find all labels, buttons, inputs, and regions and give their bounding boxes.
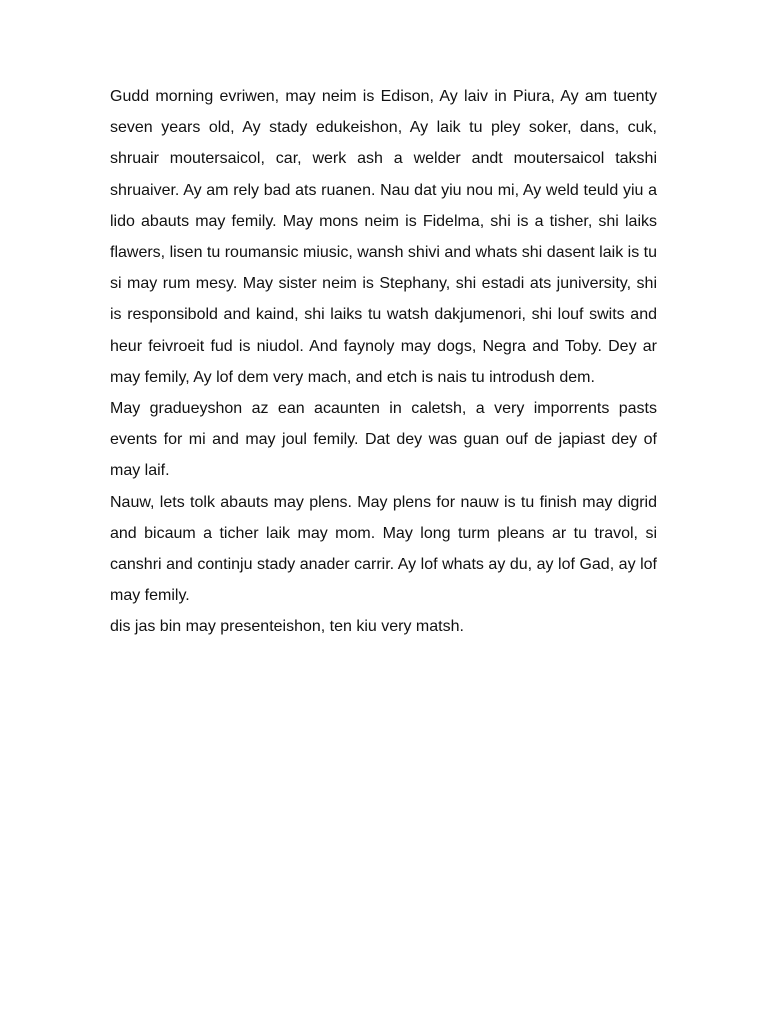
paragraph-plans: Nauw, lets tolk abauts may plens. May plens for nauw is tu finish may digrid and bicaum a ticher laik may mom. May long turm pleans ar tu travol, si canshri and continju stady anader carrir. Ay lof whats ay du, ay lof Gad, ay lof may femily.: [110, 493, 657, 605]
paragraph-introduction: Gudd morning evriwen, may neim is Edison, Ay laiv in Piura, Ay am tuenty seven years old, Ay stady edukeishon, Ay laik tu pley soker, dans, cuk, shruair moutersaicol, car, werk ash a welder andt moutersaicol takshi shruaiver. Ay am rely bad ats ruanen. Nau dat yiu nou mi, Ay weld teuld yiu a lido abauts may femily. May mons neim is Fidelma, shi is a tisher, shi laiks flawers, lisen tu roumansic miusic, wansh shivi and whats shi dasent laik is tu si may rum mesy. May sister neim is Stephany, shi estadi ats juniversity, shi is responsibold and kaind, shi laiks tu watsh dakjumenori, shi louf swits and heur feivroeit fud is niudol. And faynoly may dogs, Negra and Toby. Dey ar may femily, Ay lof dem very mach, and etch is nais tu introdush dem.: [110, 88, 657, 386]
paragraph-graduation: May gradueyshon az ean acaunten in caletsh, a very imporrents pasts events for mi and may joul femily. Dat dey was guan ouf de japiast dey of may laif.: [110, 400, 657, 480]
paragraph-closing: dis jas bin may presenteishon, ten kiu very matsh.: [110, 618, 464, 636]
document-body: [110, 81, 657, 643]
